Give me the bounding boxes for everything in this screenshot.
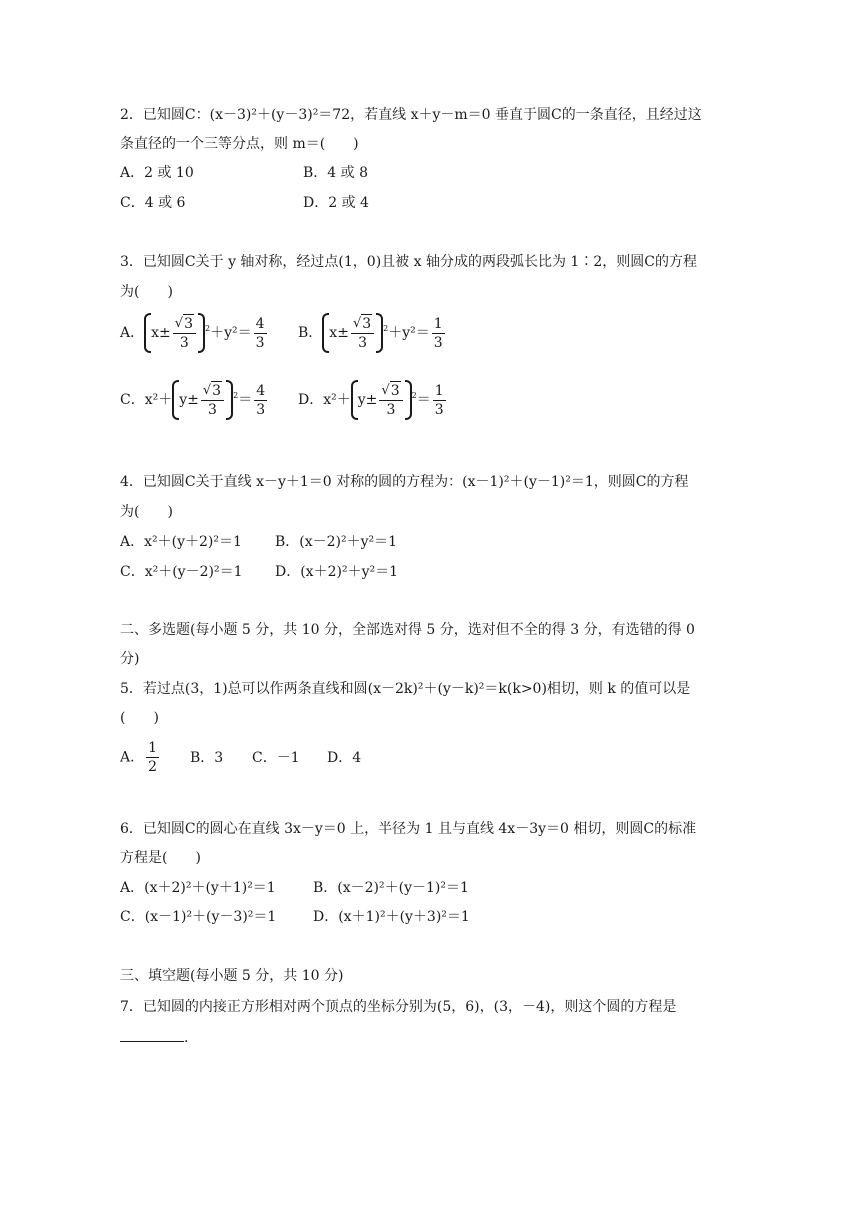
- section2-heading-line2: 分): [120, 651, 140, 667]
- q7-stem-line1: 7．已知圆的内接正方形相对两个顶点的坐标分别为(5，6)，(3，－4)，则这个圆的方程是: [120, 999, 677, 1015]
- q4-option-d: D．(x＋2)²＋y²＝1: [275, 564, 398, 580]
- q3-option-b: B． x± √ 3 3 $^2$＋y²＝ $\frac{1}{3}$: [298, 313, 447, 353]
- bracket-group: x± √ 3 3: [322, 313, 383, 353]
- section2-heading-line1: 二、多选题(每小题 5 分，共 10 分，全部选对得 5 分，选对但不全的得 3 分，有选错的得 0: [120, 622, 695, 638]
- q4-option-b: B．(x－2)²＋y²＝1: [275, 534, 398, 550]
- q6-stem-line2: 方程是( ): [120, 850, 201, 866]
- q4-stem-line1: 4．已知圆C关于直线 x－y＋1＝0 对称的圆的方程为：(x－1)²＋(y－1)²＝1，则圆C的方程: [120, 474, 689, 490]
- q2-stem-line1: 2．已知圆C：(x－3)²＋(y－3)²＝72，若直线 x＋y－m＝0 垂直于圆C的一条直径，且经过这: [120, 107, 702, 123]
- q2-option-a: A．2 或 10: [120, 165, 194, 181]
- bracket-group: y± √ 3 3: [172, 380, 233, 420]
- q5-stem-line1: 5．若过点(3，1)总可以作两条直线和圆(x－2k)²＋(y－k)²＝k(k>0)相切，则 k 的值可以是: [120, 681, 691, 697]
- q2-option-b: B．4 或 8: [303, 165, 369, 181]
- q6-option-b: B．(x－2)²＋(y－1)²＝1: [313, 880, 469, 896]
- q5-option-a: A． $\frac{1}{2}$: [120, 740, 158, 775]
- q4-option-a: A．x²＋(y＋2)²＝1: [120, 534, 242, 550]
- q5-option-d: D．4: [327, 750, 362, 766]
- bracket-group: x± √ 3 3: [144, 313, 205, 353]
- q3-option-c: C．x²＋ y± √ 3 3 $^2$＝ $\frac{4}{3}$: [120, 380, 269, 420]
- q4-stem-line2: 为( ): [120, 504, 173, 520]
- q7-stem-line2: .: [120, 1027, 188, 1048]
- q3-option-d: D．x²＋ y± √ 3 3 $^2$＝ $\frac{1}{3}$: [298, 380, 448, 420]
- answer-blank: [120, 1027, 184, 1042]
- q6-option-a: A．(x＋2)²＋(y＋1)²＝1: [120, 880, 276, 896]
- q6-option-c: C．(x－1)²＋(y－3)²＝1: [120, 909, 277, 925]
- q2-option-d: D．2 或 4: [303, 195, 369, 211]
- section3-heading: 三、填空题(每小题 5 分，共 10 分): [120, 968, 344, 984]
- q4-option-c: C．x²＋(y－2)²＝1: [120, 564, 243, 580]
- q2-stem-line2: 条直径的一个三等分点，则 m＝( ): [120, 136, 359, 152]
- q5-option-b: B．3: [190, 750, 224, 766]
- bracket-group: y± √ 3 3: [351, 380, 412, 420]
- q6-stem-line1: 6．已知圆C的圆心在直线 3x－y＝0 上，半径为 1 且与直线 4x－3y＝0 相切，则圆C的标准: [120, 821, 697, 837]
- q2-option-c: C．4 或 6: [120, 195, 186, 211]
- q3-stem-line1: 3．已知圆C关于 y 轴对称，经过点(1，0)且被 x 轴分成的两段弧长比为 1∶2，则圆C的方程: [120, 254, 697, 270]
- q5-stem-line2: ( ): [120, 710, 159, 726]
- q3-stem-line2: 为( ): [120, 284, 173, 300]
- q5-option-c: C．－1: [252, 750, 300, 766]
- q6-option-d: D．(x＋1)²＋(y＋3)²＝1: [313, 909, 470, 925]
- q3-option-a: A． x± √ 3 3 $^2$＋y²＝ $\frac{4}{3}$: [120, 313, 269, 353]
